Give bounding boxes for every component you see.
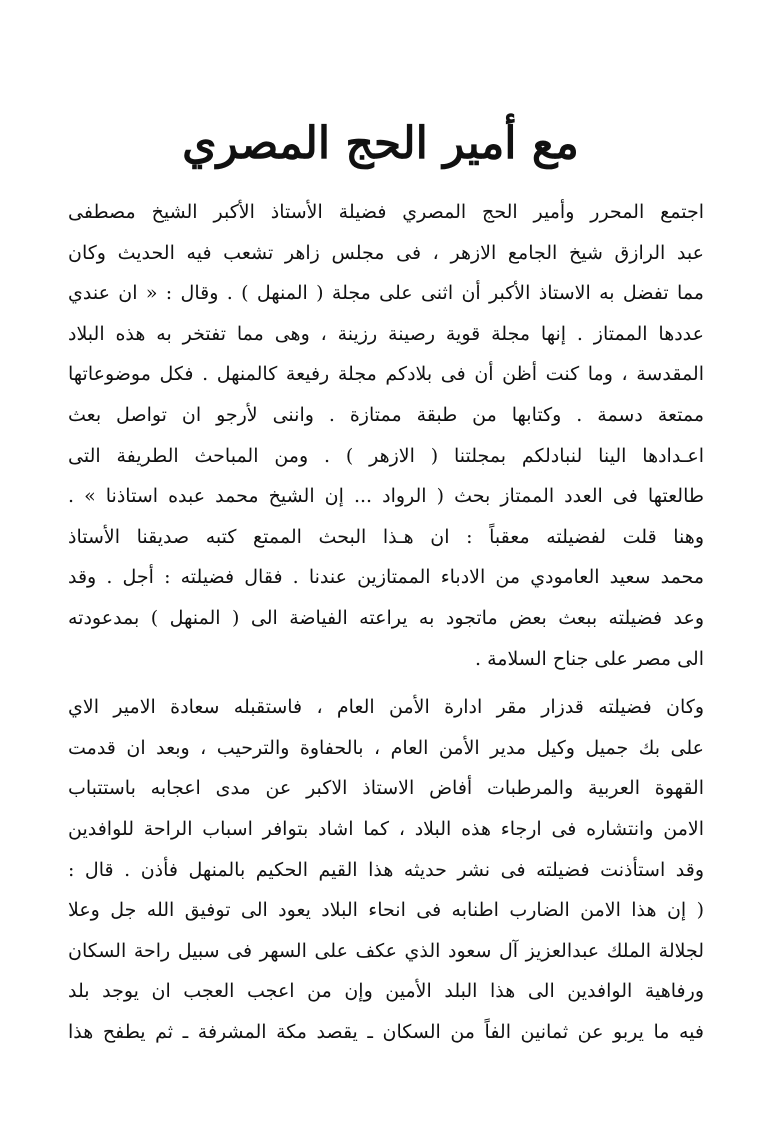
text-line: اعـدادها الينا لنبادلكم بمجلتنا ( الازهر ) . ومن المباحث الطريفة التى [68,444,704,467]
paragraph [68,192,704,679]
text-line: محمد سعيد العامودي من الادباء الممتازين عندنا . فقال فضيلته : أجل . وقد [68,566,704,589]
text-line: ( إن هذا الامن الضارب اطنابه فى انحاء البلاد يعود الى توفيق الله جل وعلا [68,899,704,922]
text-line: عبد الرازق شيخ الجامع الازهر ، فى مجلس زاهر تشعب فيه الحديث وكان [68,241,704,264]
text-line: وهنا قلت لفضيلته معقباً : ان هـذا البحث الممتع كتبه صديقنا الأستاذ [68,525,704,548]
text-line: وعد فضيلته ببعث بعض ماتجود به يراعته الفياضة الى ( المنهل ) بمدعودته [68,606,704,629]
text-line: لجلالة الملك عبدالعزيز آل سعود الذي عكف على السهر فى سبيل راحة السكان [68,939,704,962]
text-line: مما تفضل به الاستاذ الأكبر أن اثنى على مجلة ( المنهل ) . وقال : « ان عندي [68,282,704,305]
text-line: عددها الممتاز . إنها مجلة قوية رصينة رزينة ، وهى مما تفتخر به هذه البلاد [68,322,704,345]
text-line: اجتمع المحرر وأمير الحج المصري فضيلة الأستاذ الأكبر الشيخ مصطفى [68,201,704,223]
text-line: الامن وانتشاره فى ارجاء هذه البلاد ، كما اشاد بتوافر اسباب الراحة للوافدين [68,817,704,840]
article-body [68,192,704,1052]
paragraph-gap [68,679,704,687]
text-line: طالعتها فى العدد الممتاز بحث ( الرواد ... إن الشيخ محمد عبده استاذنا » . [68,485,704,508]
article-title: مع أمير الحج المصري [182,118,579,169]
paragraph [68,687,704,1052]
text-line: فيه ما يربو عن ثمانين الفاً من السكان ـ يقصد مكة المشرفة ـ ثم يطفح هذا [68,1020,704,1043]
text-line: المقدسة ، وما كنت أظن أن فى بلادكم مجلة رفيعة كالمنهل . فكل موضوعاتها [68,363,704,386]
text-line: وكان فضيلته قدزار مقر ادارة الأمن العام ، فاستقبله سعادة الامير الاي [68,696,704,719]
text-line: ورفاهية الوافدين الى هذا البلد الأمين وإن من اعجب العجب ان يوجد بلد [68,980,704,1003]
text-line: وقد استأذنت فضيلته فى نشر حديثه هذا القيم الحكيم بالمنهل فأذن . قال : [68,858,704,881]
text-line: على بك جميل وكيل مدير الأمن العام ، بالحفاوة والترحيب ، وبعد ان قدمت [68,736,704,759]
text-line: القهوة العربية والمرطبات أفاض الاستاذ الاكبر عن مدى اعجابه باستتباب [68,777,704,800]
text-line: الى مصر على جناح السلامة . [475,647,704,670]
text-line: ممتعة دسمة . وكتابها من طبقة ممتازة . واننى لأرجو ان تواصل بعث [68,403,704,426]
